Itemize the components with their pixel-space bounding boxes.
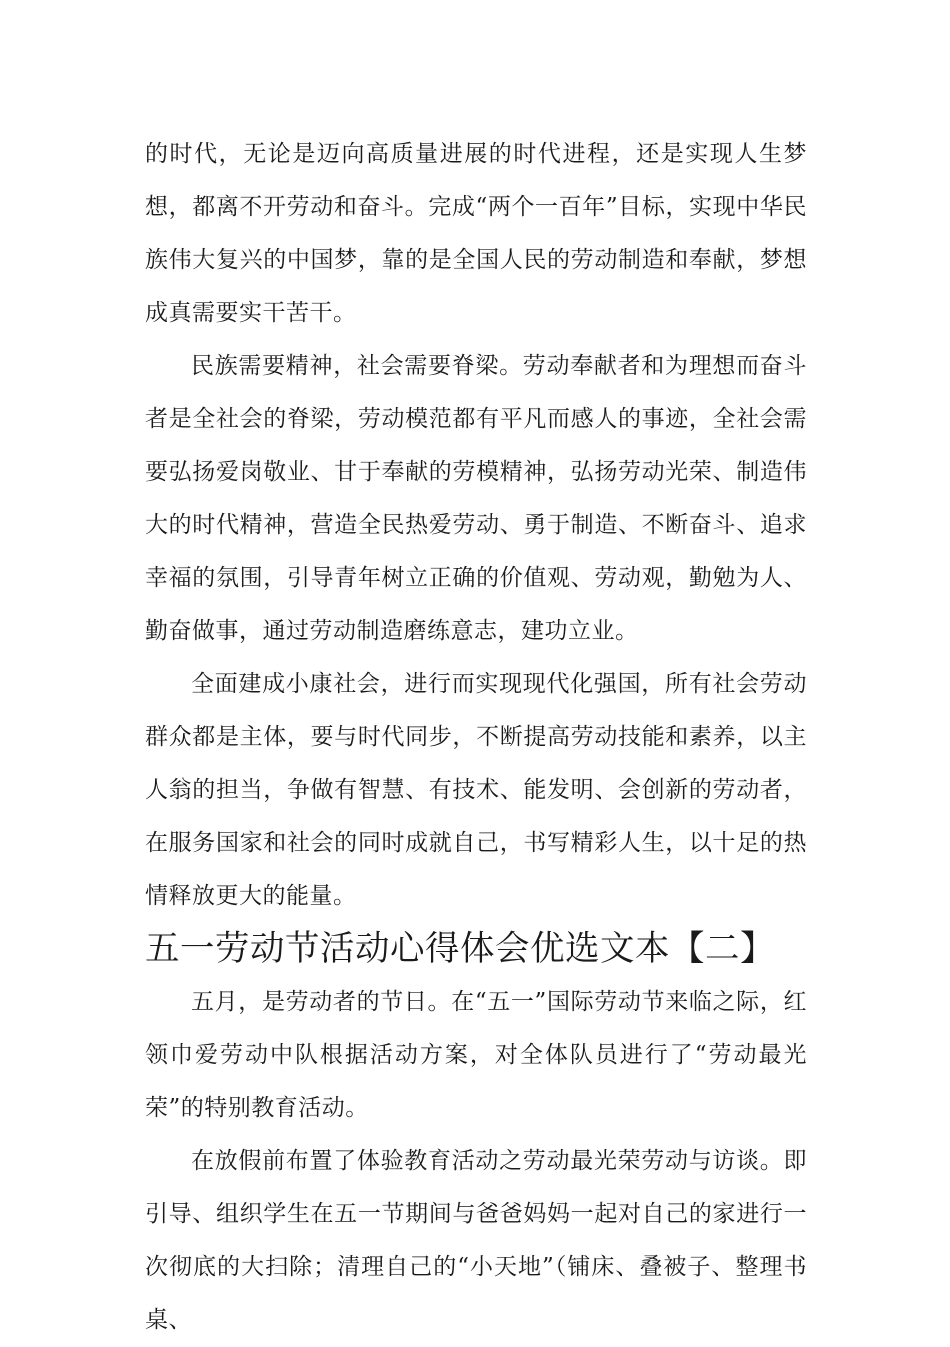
paragraph-1: 的时代，无论是迈向高质量进展的时代进程，还是实现人生梦想，都离不开劳动和奋斗。完成“两个一百年”目标，实现中华民族伟大复兴的中国梦，靠的是全国人民的劳动制造和奉献，梦想成真需要实干苦干。 — [145, 141, 807, 326]
paragraph-5: 在放假前布置了体验教育活动之劳动最光荣劳动与访谈。即引导、组织学生在五一节期间与爸爸妈妈一起对自己的家进行一次彻底的大扫除；清理自己的“小天地”（铺床、叠被子、整理书桌、 — [145, 1148, 807, 1333]
section-heading: 五一劳动节活动心得体会优选文本【二】 — [145, 929, 775, 969]
paragraph-2: 民族需要精神，社会需要脊梁。劳动奉献者和为理想而奋斗者是全社会的脊梁，劳动模范都有平凡而感人的事迹，全社会需要弘扬爱岗敬业、甘于奉献的劳模精神，弘扬劳动光荣、制造伟大的时代精神，营造全民热爱劳动、勇于制造、不断奋斗、追求幸福的氛围，引导青年树立正确的价值观、劳动观，勤勉为人、勤奋做事，通过劳动制造磨练意志，建功立业。 — [145, 353, 807, 644]
document-page — [145, 128, 807, 1347]
paragraph-4: 五月，是劳动者的节日。在“五一”国际劳动节来临之际，红领巾爱劳动中队根据活动方案，对全体队员进行了“劳动最光荣”的特别教育活动。 — [145, 989, 807, 1121]
paragraph-3: 全面建成小康社会，进行而实现现代化强国，所有社会劳动群众都是主体，要与时代同步，不断提高劳动技能和素养，以主人翁的担当，争做有智慧、有技术、能发明、会创新的劳动者，在服务国家和社会的同时成就自己，书写精彩人生，以十足的热情释放更大的能量。 — [145, 671, 807, 909]
